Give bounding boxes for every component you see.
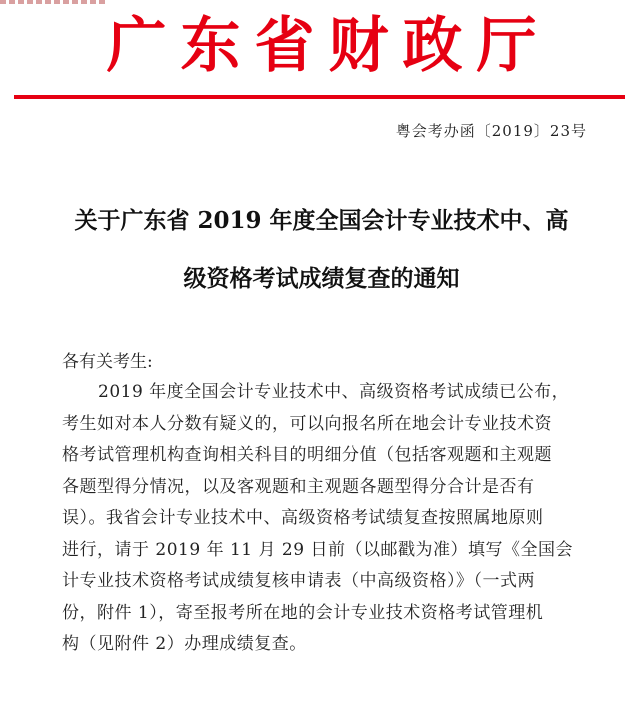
body-line: 考生如对本人分数有疑义的，可以向报名所在地会计专业技术资 [62, 413, 552, 434]
issuing-agency-header: 广东省财政厅 [106, 11, 551, 81]
body-line: 进行，请于 2019 年 11 月 29 日前（以邮戳为准）填写《全国会 [62, 539, 573, 560]
document-title-line: 级资格考试成绩复查的通知 [183, 265, 460, 292]
body-line: 各题型得分情况，以及客观题和主观题各题型得分合计是否有 [62, 476, 535, 497]
body-line: 份，附件 1），寄至报考所在地的会计专业技术资格考试管理机 [62, 602, 544, 623]
body-line: 构（见附件 2）办理成绩复查。 [62, 634, 307, 654]
document-number: 粤会考办函〔2019〕23号 [395, 122, 587, 140]
document-title [30, 192, 613, 308]
body-line: 2019 年度全国会计专业技术中、高级资格考试成绩已公布， [98, 382, 570, 402]
red-divider-line [14, 95, 625, 99]
body-line: 计专业技术资格考试成绩复核申请表（中高级资格）》（一式两 [62, 571, 535, 591]
body-line: 格考试管理机构查询相关科目的明细分值（包括客观题和主观题 [62, 445, 552, 465]
body-paragraph [62, 377, 602, 661]
salutation: 各有关考生: [62, 352, 153, 372]
body-line: 误）。我省会计专业技术中、高级资格考试绩复查按照属地原则 [62, 508, 544, 528]
document-title-line: 关于广东省 2019 年度全国会计专业技术中、高 [74, 207, 569, 234]
top-edge-artifact [0, 0, 105, 4]
